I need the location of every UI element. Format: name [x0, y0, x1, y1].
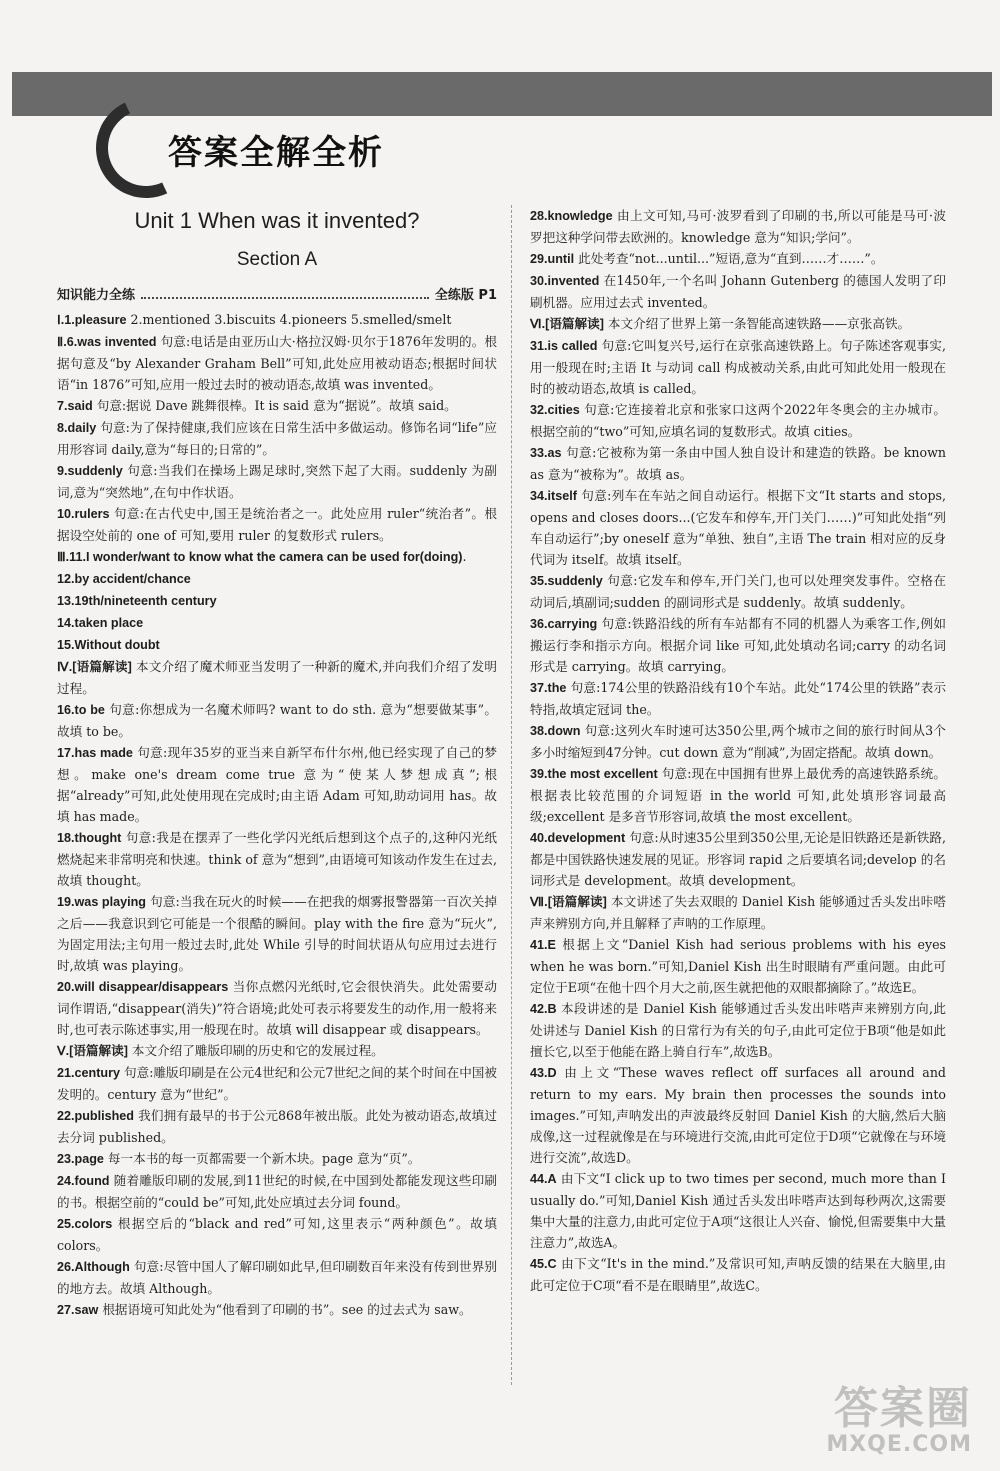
answer-text: C [547, 1257, 557, 1271]
right-column [530, 205, 946, 1296]
question-number: 16. [57, 703, 75, 717]
explanation-text: 句意:据说 Dave 跳舞很棒。It is said 意为“据说”。故填 said。 [92, 398, 457, 413]
answer-entry [57, 546, 497, 568]
explanation-text: 句意:174公里的铁路沿线有10个车站。此处“174公里的铁路”表示特指,故填定冠词 the。 [530, 680, 946, 717]
explanation-text: 句意:你想成为一名魔术师吗? want to do sth. 意为“想要做某事”。故填 to be。 [57, 702, 497, 739]
question-number: Ⅴ. [57, 1044, 70, 1058]
explanation-text: 由下文“I click up to two times per second, much more than I usually do.”可知,Daniel Kish 通过舌头发出咔嗒声达到每秒两次,这需要集中大量的注意力,由此可定位于A项“这很让人兴奋、愉悦,但需要集中大量注意力”,故选A。 [530, 1171, 946, 1250]
answer-text: page [74, 1152, 104, 1166]
unit-title: Unit 1 When was it invented? [134, 208, 420, 233]
question-number: 26. [57, 1260, 75, 1274]
answer-key [57, 464, 123, 478]
answer-entry [57, 1170, 497, 1213]
question-number: 21. [57, 1066, 75, 1080]
answer-text: the [547, 681, 567, 695]
question-number: 14. [57, 616, 75, 630]
explanation-text: 每一本书的每一页都需要一个新木块。page 意为“页”。 [103, 1151, 421, 1166]
answer-key [530, 252, 574, 266]
answer-text: E [547, 938, 556, 952]
answer-entry [530, 399, 946, 442]
explanation-text: 由上文“These waves reflect off surfaces all around and return to my ears. My brain then processes the sounds into images.”可知,声呐发出的声波最终反射回 Daniel Kish 的大脑,然后大脑成像,这一过程就像是在与环境进行交流,由此可定位于D项“它就像在与环境进行交流”,故选D。 [530, 1065, 946, 1165]
answer-key [530, 895, 607, 909]
answer-text: invented [547, 274, 600, 288]
answer-text: century [74, 1066, 121, 1080]
answer-text: colors [74, 1217, 113, 1231]
answer-key [530, 724, 580, 738]
answer-entry [57, 395, 497, 417]
question-number: 43. [530, 1066, 548, 1080]
leader-dots [141, 297, 429, 299]
answer-text: thought [74, 831, 122, 845]
explanation-text: 根据空后的“black and red”可知,这里表示“两种颜色”。故填 colors。 [57, 1216, 497, 1253]
question-number: 20. [57, 980, 75, 994]
explanation-text: 句意:它发车和停车,开门关门,也可以处理突发事件。空格在动词后,填副词;sudden 的副词形式是 suddenly。故填 suddenly。 [530, 573, 946, 610]
question-number: 22. [57, 1109, 75, 1123]
question-number: Ⅱ.6. [57, 335, 78, 349]
explanation-text: 本文介绍了世界上第一条智能高速铁路——京张高铁。 [603, 316, 911, 331]
answer-text: published [74, 1109, 134, 1123]
explanation-text: 句意:列车在车站之间自动运行。根据下文“It starts and stops, opens and closes doors...(它发车和停车,开门关门……)”可知此处指“列车自动运行”;by oneself 意为“单独、独自”,主语 The train 相对应的反身代词为 itself。故填 itself。 [530, 488, 946, 567]
answer-key [530, 209, 613, 223]
answer-key [57, 831, 121, 845]
answer-text: pleasure [74, 313, 127, 327]
question-number: 10. [57, 507, 75, 521]
answer-entry [57, 699, 497, 742]
column-divider [511, 205, 512, 1385]
explanation-text: 本文介绍了魔术师亚当发明了一种新的魔术,并向我们介绍了发明过程。 [57, 659, 497, 696]
answer-entry [57, 1062, 497, 1105]
answer-key [530, 938, 556, 952]
explanation-text: 句意:铁路沿线的所有车站都有不同的机器人为乘客工作,例如搬运行李和指示方向。根据介词 like 可知,此处填动名词;carry 的动名词形式是 carrying。故填 carrying。 [530, 616, 946, 674]
left-column [57, 205, 497, 1321]
watermark-logo [826, 1385, 972, 1457]
answer-entry [57, 331, 497, 395]
answer-key [57, 1174, 109, 1188]
answer-entry [57, 1213, 497, 1256]
question-number: 17. [57, 746, 75, 760]
answer-text: suddenly [547, 574, 603, 588]
question-number: 35. [530, 574, 548, 588]
answer-key [530, 274, 599, 288]
answer-entry [530, 613, 946, 677]
answer-key [57, 594, 217, 608]
question-number: 42. [530, 1002, 548, 1016]
answer-text: Without doubt [74, 638, 160, 652]
question-number: 23. [57, 1152, 75, 1166]
question-number: 28. [530, 209, 548, 223]
answer-entry [530, 270, 946, 313]
answer-key [530, 317, 604, 331]
answer-key [530, 574, 603, 588]
answer-text: carrying [547, 617, 598, 631]
answer-key [57, 703, 105, 717]
question-number: Ⅳ. [57, 660, 73, 674]
answer-text: to be [74, 703, 105, 717]
answer-text: taken place [74, 616, 144, 630]
answer-entry [57, 1299, 497, 1321]
answer-entry [530, 313, 946, 335]
answer-entry [57, 742, 497, 827]
right-answer-list [530, 205, 946, 1296]
left-answer-list [57, 309, 497, 1321]
answer-entry [530, 934, 946, 998]
answer-key [57, 335, 156, 349]
answer-entry [57, 503, 497, 546]
question-number: 33. [530, 446, 548, 460]
answer-key [530, 403, 580, 417]
answer-text: rulers [74, 507, 110, 521]
answer-entry [530, 720, 946, 763]
answer-entry [530, 1253, 946, 1296]
explanation-text: 在1450年,一个名叫 Johann Gutenberg 的德国人发明了印刷机器。应用过去式 invented。 [530, 273, 946, 310]
edition-label: 全练版 P1 [434, 288, 497, 303]
answer-text: [语篇解读] [72, 660, 132, 674]
answer-text: until [547, 252, 575, 266]
question-number: 9. [57, 464, 68, 478]
question-number: 34. [530, 489, 548, 503]
question-number: 32. [530, 403, 548, 417]
question-number: 13. [57, 594, 75, 608]
answer-entry [57, 1105, 497, 1148]
page-title: 答案全解全析 [168, 133, 384, 173]
answer-text: cities [547, 403, 580, 417]
answer-entry [57, 1256, 497, 1299]
explanation-text: 句意:从时速35公里到350公里,无论是旧铁路还是新铁路,都是中国铁路快速发展的见证。形容词 rapid 之后要填名词;develop 的名词形式是 development。故填 development。 [530, 830, 946, 888]
answer-key [530, 767, 658, 781]
answer-entry [530, 763, 946, 827]
answer-entry [57, 460, 497, 503]
answer-text: has made [74, 746, 133, 760]
answer-text: down [547, 724, 581, 738]
answer-text: itself [547, 489, 577, 503]
answer-key [57, 550, 462, 564]
explanation-text: 句意:它叫复兴号,运行在京张高速铁路上。句子陈述客观事实,用一般现在时;主语 It 与动词 call 构成被动关系,由此可知此处用一般现在时的被动语态,故填 is called。 [530, 338, 946, 396]
answer-key [57, 980, 228, 994]
answer-key [57, 1044, 128, 1058]
answer-text: was playing [74, 895, 147, 909]
answer-key [57, 746, 133, 760]
explanation-text: 根据语境可知此处为“他看到了印刷的书”。see 的过去式为 saw。 [98, 1302, 472, 1317]
question-number: 15. [57, 638, 75, 652]
answer-entry [57, 1148, 497, 1170]
answer-key [57, 572, 191, 586]
answer-key [57, 399, 93, 413]
explanation-text: 句意:现在中国拥有世界上最优秀的高速铁路系统。根据表比较范围的介词短语 in the world 可知,此处填形容词最高级;excellent 是多音节形容词,故填 the most excellent。 [530, 766, 946, 824]
question-number: 24. [57, 1174, 75, 1188]
answer-text: [语篇解读] [547, 895, 607, 909]
question-number: 29. [530, 252, 548, 266]
explanation-text: 句意:它被称为第一条由中国人独自设计和建造的铁路。be known as 意为“被称为”。故填 as。 [530, 445, 946, 482]
answer-key [57, 1303, 98, 1317]
explanation-text: 句意:在古代史中,国王是统治者之一。此处应用 ruler“统治者”。根据设空处前的 one of 可知,要用 ruler 的复数形式 rulers。 [57, 506, 497, 543]
answer-key [57, 507, 110, 521]
answer-key [530, 1066, 557, 1080]
answer-entry [530, 998, 946, 1062]
answer-text: Although [74, 1260, 130, 1274]
answer-key [530, 617, 597, 631]
explanation-text: 本段讲述的是 Daniel Kish 能够通过舌头发出咔嗒声来辨别方向,此处讲述与 Daniel Kish 的日常行为有关的句子,由此可定位于B项“他是如此擅长它,以至于他能在路上骑自行车”,故选B。 [530, 1001, 946, 1059]
explanation-text: 句意:当我们在操场上踢足球时,突然下起了大雨。suddenly 为副词,意为“突然地”,在句中作状语。 [57, 463, 497, 500]
answer-text: the most excellent [547, 767, 658, 781]
answer-text: by accident/chance [74, 572, 191, 586]
answer-text: is called [547, 339, 598, 353]
answer-text: will disappear/disappears [74, 980, 229, 994]
answer-key [57, 1066, 120, 1080]
answer-text: [语篇解读] [545, 317, 604, 331]
answer-entry [530, 827, 946, 891]
explanation-text: 句意:现年35岁的亚当来自新罕布什尔州,他已经实现了自己的梦想。make one's dream come true 意为“使某人梦想成真”;根据“already”可知,此处使用现在完成时;由主语 Adam 可知,助动词用 has。故填 has made。 [57, 745, 497, 824]
section-title: Section A [236, 249, 318, 270]
answer-entry [57, 568, 497, 590]
answer-text: 19th/nineteenth century [74, 594, 217, 608]
question-number: Ⅵ. [530, 317, 546, 331]
answer-entry [530, 570, 946, 613]
question-number: 12. [57, 572, 75, 586]
explanation-text: 本文讲述了失去双眼的 Daniel Kish 能够通过舌头发出咔嗒声来辨别方向,并且解释了声呐的工作原理。 [530, 894, 946, 931]
answer-entry [57, 590, 497, 612]
answer-entry [57, 827, 497, 891]
explanation-text: . [462, 549, 467, 564]
answer-key [530, 339, 597, 353]
answer-key [57, 660, 132, 674]
answer-key [57, 421, 96, 435]
explanation-text: 句意:这列火车时速可达350公里,两个城市之间的旅行时间从3个多小时缩短到47分钟。cut down 意为“削减”,为固定搭配。故填 down。 [530, 723, 946, 760]
answer-text: D [547, 1066, 557, 1080]
explanation-text: 根据上文“Daniel Kish had serious problems with his eyes when he was born.”可知,Daniel Kish 出生时眼睛有严重问题。由此可定位于E项“在他十四个月大之前,医生就把他的双眼都摘除了。”故选E。 [530, 937, 946, 995]
answer-text: said [67, 399, 93, 413]
answer-text: A [547, 1172, 557, 1186]
question-number: 8. [57, 421, 68, 435]
answer-key [57, 1109, 134, 1123]
question-number: 39. [530, 767, 548, 781]
answer-entry [57, 891, 497, 976]
answer-entry [57, 1040, 497, 1062]
explanation-text: 由上文可知,马可·波罗看到了印刷的书,所以可能是马可·波罗把这种学问带去欧洲的。knowledge 意为“知识;学问”。 [530, 208, 946, 245]
answer-entry [530, 1062, 946, 1168]
explanation-text: 句意:尽管中国人了解印刷如此早,但印刷数百年来没有传到世界别的地方去。故填 Although。 [57, 1259, 497, 1296]
answer-key [57, 1260, 130, 1274]
answer-key [530, 446, 562, 460]
explanation-text: 句意:我是在摆弄了一些化学闪光纸后想到这个点子的,这种闪光纸燃烧起来非常明亮和快速。think of 意为“想到”,由语境可知该动作发生在过去,故填 thought。 [57, 830, 497, 888]
question-number: Ⅰ.1. [57, 313, 75, 327]
explanation-text: 随着雕版印刷的发展,到11世纪的时候,在中国到处都能发现这些印刷的书。根据空前的“could be”可知,此处应填过去分词 found。 [57, 1173, 497, 1210]
question-number: 30. [530, 274, 548, 288]
answer-key [530, 1002, 557, 1016]
explanation-text: 2.mentioned 3.biscuits 4.pioneers 5.smelled/smelt [126, 312, 452, 327]
answer-key [57, 1217, 112, 1231]
question-number: Ⅶ. [530, 895, 548, 909]
answer-key [57, 895, 146, 909]
answer-entry [530, 891, 946, 934]
explanation-text: 句意:为了保持健康,我们应该在日常生活中多做运动。修饰名词“life”应用形容词 daily,意为“每日的;日常的”。 [57, 420, 497, 457]
answer-entry [530, 335, 946, 399]
answer-text: daily [67, 421, 97, 435]
answer-key [57, 313, 127, 327]
answer-text: I wonder/want to know what the camera can be used for(doing) [86, 550, 463, 564]
answer-text: development [547, 831, 626, 845]
question-number: 31. [530, 339, 548, 353]
question-number: 38. [530, 724, 548, 738]
answer-key [57, 638, 160, 652]
question-number: 19. [57, 895, 75, 909]
explanation-text: 由下文“It's in the mind.”及常识可知,声呐反馈的结果在大脑里,由此可定位于C项“看不是在眼睛里”,故选C。 [530, 1256, 946, 1293]
question-number: 45. [530, 1257, 548, 1271]
explanation-text: 此处考查“not...until...”短语,意为“直到……才……”。 [574, 251, 884, 266]
answer-entry [530, 1168, 946, 1253]
answer-text: as [547, 446, 562, 460]
answer-key [530, 1172, 557, 1186]
explanation-text: 我们拥有最早的书于公元868年被出版。此处为被动语态,故填过去分词 published。 [57, 1108, 497, 1145]
answer-text: knowledge [547, 209, 613, 223]
exercise-bar [57, 285, 497, 306]
answer-entry [57, 417, 497, 460]
answer-entry [530, 248, 946, 270]
answer-entry [530, 677, 946, 720]
answer-text: found [74, 1174, 110, 1188]
question-number: 18. [57, 831, 75, 845]
question-number: 7. [57, 399, 68, 413]
question-number: Ⅲ.11. [57, 550, 86, 564]
answer-key [57, 1152, 104, 1166]
answer-key [530, 831, 625, 845]
answer-key [530, 1257, 557, 1271]
question-number: 41. [530, 938, 548, 952]
answer-key [530, 489, 577, 503]
watermark-main: 答案圈 [834, 1383, 972, 1434]
answer-text: [语篇解读] [69, 1044, 128, 1058]
question-number: 27. [57, 1303, 75, 1317]
answer-entry [57, 309, 497, 331]
answer-entry [57, 976, 497, 1040]
question-number: 25. [57, 1217, 75, 1231]
answer-text: suddenly [67, 464, 123, 478]
watermark-sub: MXQE.COM [826, 1432, 972, 1457]
explanation-text: 句意:电话是由亚历山大·格拉汉姆·贝尔于1876年发明的。根据句意及“by Alexander Graham Bell”可知,此处应用被动语态;根据时间状语“in 1876”可知,应用一般过去时的被动语态,故填 was invented。 [57, 334, 497, 392]
answer-entry [57, 656, 497, 699]
explanation-text: 句意:雕版印刷是在公元4世纪和公元7世纪之间的某个时间在中国被发明的。century 意为“世纪”。 [57, 1065, 497, 1102]
answer-text: B [547, 1002, 557, 1016]
answer-entry [57, 612, 497, 634]
answer-entry [530, 205, 946, 248]
question-number: 40. [530, 831, 548, 845]
explanation-text: 本文介绍了雕版印刷的历史和它的发展过程。 [127, 1043, 384, 1058]
exercise-label: 知识能力全练 [57, 288, 136, 303]
answer-key [530, 681, 566, 695]
answer-text: saw [74, 1303, 99, 1317]
explanation-text: 句意:当我在玩火的时候——在把我的烟雾报警器第一百次关掉之后——我意识到它可能是一个很酷的瞬间。play with the fire 意为“玩火”,为固定用法;主句用一般过去时,此处 While 引导的时间状语从句应用过去进行时,故填 was playing。 [57, 894, 498, 973]
answer-entry [530, 442, 946, 485]
question-number: 44. [530, 1172, 548, 1186]
explanation-text: 当你点燃闪光纸时,它会很快消失。此处需要动词作谓语,“disappear(消失)”符合语境;此处可表示将要发生的动作,用一般将来时,也可表示陈述事实,用一般现在时。故填 will disappear 或 disappears。 [57, 979, 497, 1037]
question-number: 37. [530, 681, 548, 695]
answer-key [57, 616, 143, 630]
answer-text: was invented [77, 335, 157, 349]
answer-entry [57, 634, 497, 656]
explanation-text: 句意:它连接着北京和张家口这两个2022年冬奥会的主办城市。根据空前的“two”可知,应填名词的复数形式。故填 cities。 [530, 402, 946, 439]
answer-entry [530, 485, 946, 570]
question-number: 36. [530, 617, 548, 631]
